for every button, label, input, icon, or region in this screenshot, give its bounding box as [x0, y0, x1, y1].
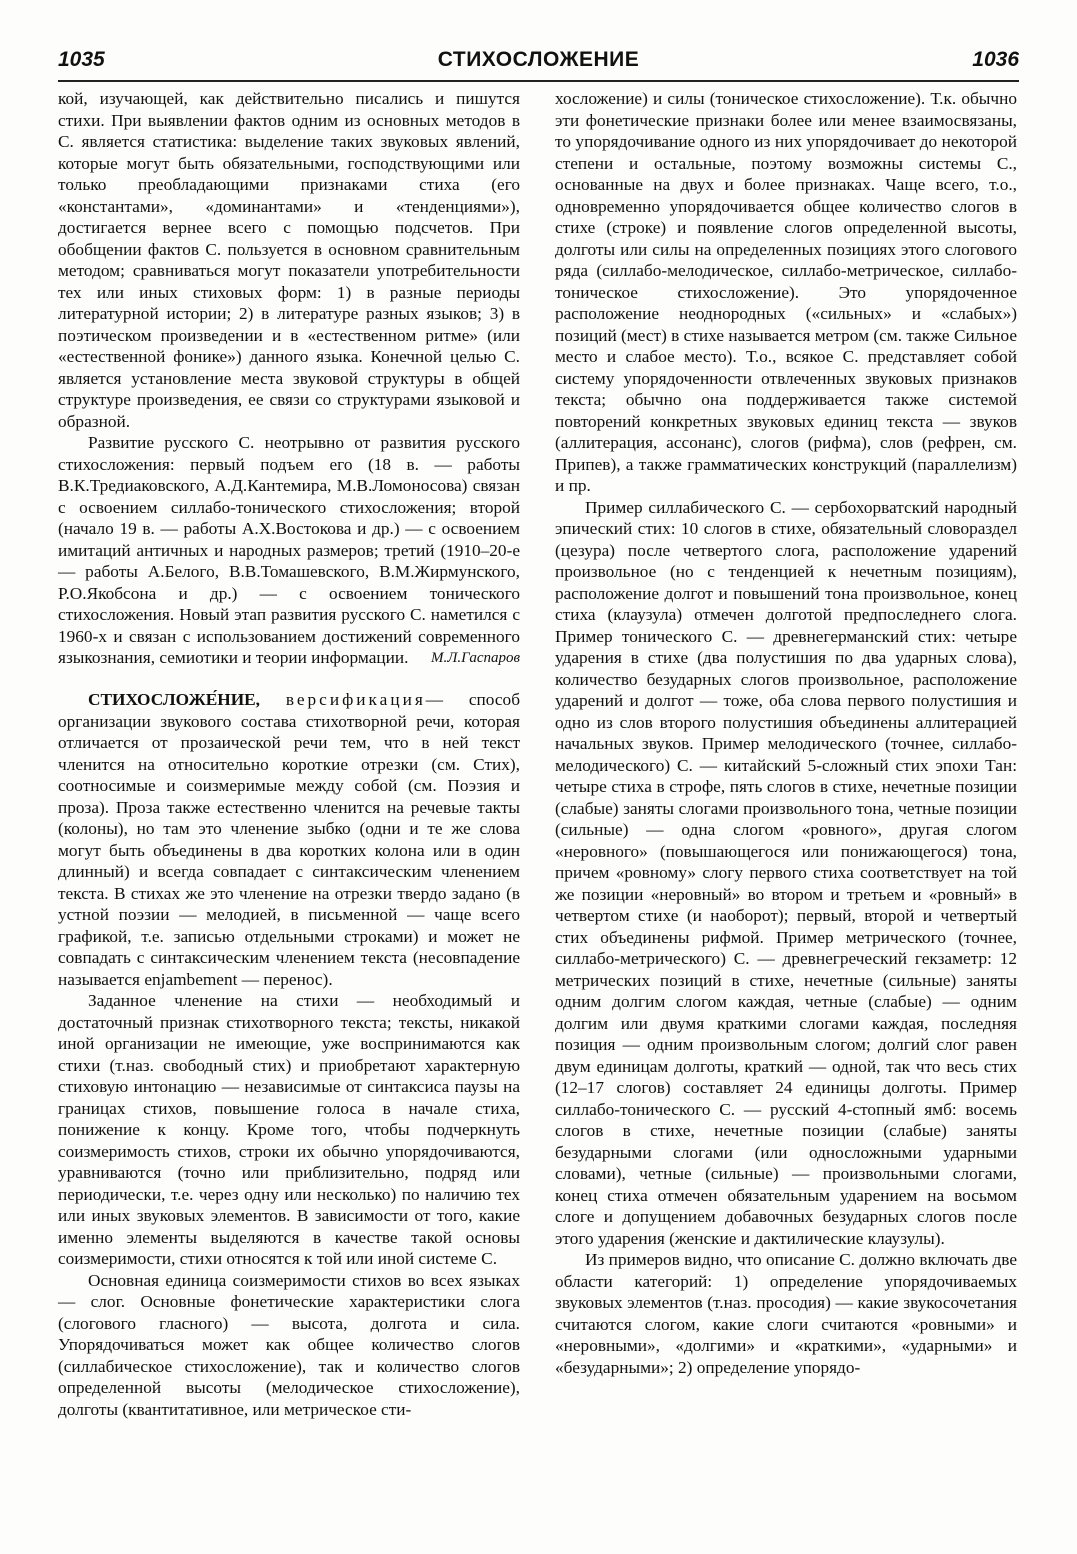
entry-paragraph [58, 689, 520, 990]
headword-synonym: версификация [285, 690, 426, 709]
page-header [58, 48, 1019, 84]
paragraph: кой, изучающей, как действительно писались и пишутся стихи. При выявлении фактов одним из основных методов в С. является статистика: выделение таких звуковых явлений, которые могут быть обязательными, господствующими или только преобладающими признаками стиха (его «константами», «доминантами» и «тенденциями»), достигается вернее всего с помощью подсчетов. При обобщении фактов С. пользуется в основном сравнительным методом; сравниваться могут показатели употребительности тех или иных стиховых форм: 1) в разные периоды литературной истории; 2) в литературе разных языков; 3) в поэтическом произведении и в «естественном ритме» (или «естественной фонике») данного языка. Конечной целью С. является установление места звуковой структуры в общей структуре произведения, ее связи со структурами языковой и образной. [58, 89, 520, 431]
paragraph: Заданное членение на стихи — необходимый и достаточный признак стихотворного текста; тексты, никакой иной организации не имеющие, уже воспринимаются как стихи (т.наз. свободный стих) и приобретают характерную стиховую интонацию — независимые от синтаксиса паузы на границах стихов, повышение голоса в начале стиха, понижение к концу. Кроме того, чтобы подчеркнуть соизмеримость стихов, строки их обычно упорядочиваются, уравниваются (точно или приблизительно, подряд или периодически, т.е. через одну или несколько) по наличию тех или иных звуковых элементов. В зависимости от того, какие именно элементы выделяются в качестве такой основы соизмеримости, стихи относятся к той или иной системе С. [58, 991, 520, 1268]
paragraph: Развитие русского С. неотрывно от развития русского стихосложения: первый подъем его (18 в. — работы В.К.Тредиаковского, А.Д.Кантемира, М.В.Ломоносова) связан с освоением силлабо-тонического стихосложения; второй (начало 19 в. — работы А.Х.Востокова и др.) — с освоением имитаций античных и народных размеров; третий (1910–20-е — работы А.Белого, В.В.Томашевского, В.М.Жирмунского, Р.О.Якобсона и др.) — с освоением тонического стихосложения. Новый этап развития русского С. наметился с 1960-х и связан с использованием достижений современного языкознания, семиотики и теории информации. [58, 433, 520, 667]
page-number-right: 1036 [972, 48, 1019, 71]
paragraph: Пример силлабического С. — сербохорватский народный эпический стих: 10 слогов в стихе, обязательный словораздел (цезура) после четвертого слога, расположение ударений произвольное (но с тенденцией к нечетным позициям), расположение долгот и повышений тона произвольное, конец стиха (клаузула) отмечен долготой предпоследнего слога. Пример тонического С. — древнегерманский стих: четыре ударения в стихе (два полустишия по два ударных слова), количество безударных слогов произвольное, расположение ударений и долгот — тоже, оба слова первого полустишия и одно из слов второго полустишия объединены аллитерацией начальных звуков. Пример мелодического (точнее, силлабо-мелодического) С. — китайский 5-сложный стих эпохи Тан: четыре стиха в строфе, пять слогов в стихе, нечетные позиции (слабые) заняты слогами произвольного тона, четные позиции (сильные) — одна слогом «ровного», другая слогом «неровного» (повышающегося или понижающегося) тона, причем «ровному» слогу первого стиха соответствует на той же позиции «неровный» во втором и третьем и «ровный» в четвертом стихе (и наоборот); первый, второй и четвертый стих объединены рифмой. Пример метрического (точнее, силлабо-метрического) С. — древнегреческий гекзаметр: 12 метрических позиций в стихе, нечетные (сильные) заняты одним долгим слогом каждая, четные (слабые) — одним долгим или двумя краткими слогами каждая, последняя позиция — одним произвольным слогом; долгий слог равен двум единицам долготы, краткий — одной, так что весь стих (12–17 слогов) составляет 24 единицы долготы. Пример силлабо-тонического С. — русский 4-стопный ямб: восемь слогов в стихе, нечетные позиции (слабые) заняты безударными слогами (или односложными ударными словами), четные (сильные) — произвольными слогами, конец стиха отмечен обязательным ударением на восьмом слоге и допущением добавочных безударных слогов после этого ударения (женские и дактилические клаузулы). [555, 497, 1017, 1248]
author-signature: М.Л.Гаспаров [431, 649, 520, 666]
header-rule [58, 80, 1019, 82]
right-column [555, 88, 1017, 1378]
running-title: СТИХОСЛОЖЕНИЕ [437, 48, 640, 71]
page-number-left: 1035 [58, 48, 105, 71]
left-column [58, 88, 520, 1420]
paragraph: Основная единица соизмеримости стихов во всех языках — слог. Основные фонетические характеристики слога (слогового гласного) — высота, долгота и сила. Упорядочиваться может как общее количество слогов (силлабическое стихосложение), так и количество слогов определенной высоты (мелодическое стихосложение), долготы (квантитативное, или метрическое сти- [58, 1270, 520, 1419]
paragraph: хосложение) и силы (тоническое стихосложение). Т.к. обычно эти фонетические признаки более или менее взаимосвязаны, то упорядочивание одного из них упорядочивает до некоторой степени и остальные, поэтому возможны системы С., основанные на двух и более признаках. Чаще всего, т.о., одновременно упорядочивается общее количество слогов в стихе (строке) и появление слогов определенной высоты, долготы или силы на определенных позициях этого слогового ряда (силлабо-мелодическое, силлабо-метрическое, силлабо-тоническое стихосложение). Это упорядоченное расположение неоднородных («сильных» и «слабых») позиций (мест) в стихе называется метром (см. также Сильное место и слабое место). Т.о., всякое С. представляет собой систему упорядоченности отвлеченных звуковых признаков текста; обычно она поддерживается также системой повторений конкретных звуковых единиц текста — звуков (аллитерация, ассонанс), слогов (рифма), слов (рефрен, см. Припев), а также грамматических конструкций (параллелизм) и пр. [555, 89, 1017, 495]
entry-text: — способ организации звукового состава стихотворной речи, которая отличается от прозаической речи тем, что в ней текст членится на относительно короткие отрезки (см. Стих), соотносимые и соизмеримые между собой (см. Поэзия и проза). Проза также естественно членится на речевые такты (колоны), но там это членение зыбко (одни и те же слова могут быть объединены в два коротких колона или в один длинный) и всегда совпадает с синтаксическим членением текста. В стихах же это членение на отрезки твердо задано (в устной поэзии — мелодией, в письменной — чаще всего графикой, т.е. записью отдельными строками) и может не совпадать с синтаксическим членением текста (несовпадение называется enjambement — перенос). [58, 690, 520, 989]
paragraph: Из примеров видно, что описание С. должно включать две области категорий: 1) определение упорядочиваемых звуковых элементов (т.наз. просодия) — какие звукосочетания считаются слогом, какие слоги считаются «ровными» и «неровными», «долгими» и «краткими», «ударными» и «безударными»; 2) определение упорядо- [555, 1250, 1017, 1377]
entry-headword: СТИХОСЛОЖЕ́НИЕ, [88, 690, 260, 709]
